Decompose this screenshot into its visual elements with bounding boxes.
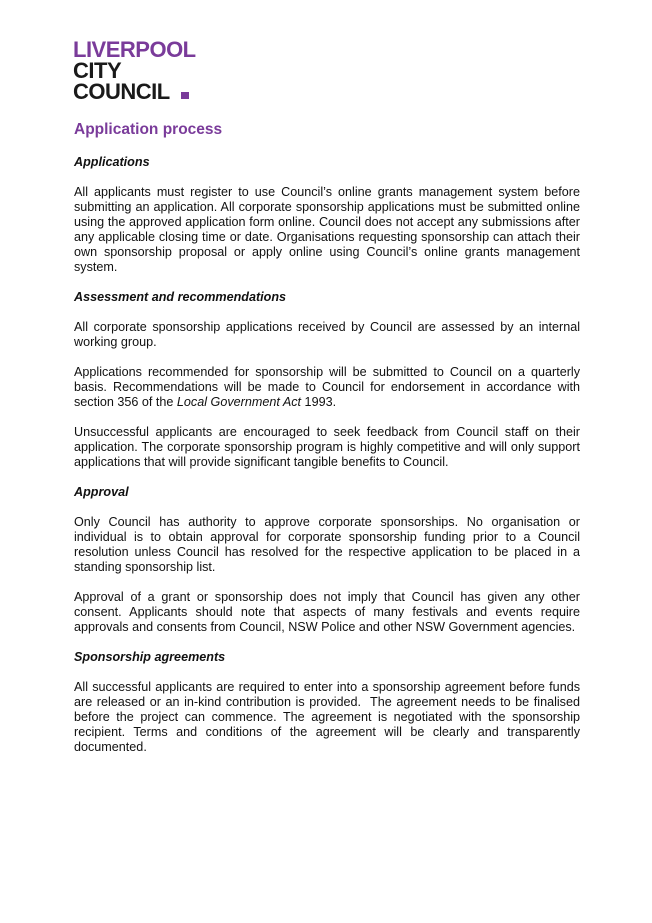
paragraph-text: 1993. (301, 395, 337, 409)
council-logo-mark (73, 38, 213, 104)
logo-line-1: LIVERPOOL (73, 37, 196, 62)
paragraph: Approval of a grant or sponsorship does not imply that Council has given any other consent. Applicants should note that aspects of many festivals and events require approvals and consents from Council, NSW Police and other NSW Government agencies. (74, 590, 580, 634)
section-sponsorship-agreements (74, 650, 584, 755)
section-heading: Sponsorship agreements (74, 650, 226, 664)
section-approval (74, 485, 580, 635)
page-title: Application process (74, 121, 223, 138)
logo-line-3: COUNCIL (73, 79, 170, 104)
logo-line-2: CITY (73, 58, 122, 83)
paragraph: All applicants must register to use Council’s online grants management system before submitting an application. All corporate sponsorship applications must be submitted online using the approved application form online. Council does not accept any submissions after any applicable closing time or date. Organisations requesting sponsorship can attach their own sponsorship proposal or apply online using Council’s online grants management system. (74, 185, 580, 274)
council-logo (73, 38, 213, 104)
section-applications (74, 155, 580, 275)
section-heading: Approval (74, 485, 129, 499)
paragraph: All corporate sponsorship applications received by Council are assessed by an internal working group. (74, 320, 580, 349)
paragraph-text: Applications recommended for sponsorship will be submitted to Council on a quarterly basis. Recommendations will be made to Council for endorsement in accordance with section 356 of the (74, 365, 580, 409)
paragraph (74, 365, 580, 410)
paragraph: All successful applicants are required to enter into a sponsorship agreement before funds are released or an in-kind contribution is provided. The agreement needs to be finalised before the project can commence. The agreement is negotiated with the sponsorship recipient. Terms and conditions of the agreement will be clearly and transparently documented. (74, 680, 584, 754)
act-title: Local Government Act (176, 395, 302, 409)
section-heading: Applications (74, 155, 150, 169)
paragraph: Unsuccessful applicants are encouraged to seek feedback from Council staff on their application. The corporate sponsorship program is highly competitive and will only support applications that will provide significant tangible benefits to Council. (74, 425, 580, 469)
section-heading: Assessment and recommendations (74, 290, 287, 304)
document-body (74, 120, 584, 770)
section-assessment (74, 290, 580, 470)
logo-square-accent (181, 92, 189, 99)
paragraph: Only Council has authority to approve corporate sponsorships. No organisation or individual is to obtain approval for corporate sponsorship funding prior to a Council resolution unless Council has resolved for the respective application to be placed in a standing sponsorship list. (74, 515, 580, 574)
